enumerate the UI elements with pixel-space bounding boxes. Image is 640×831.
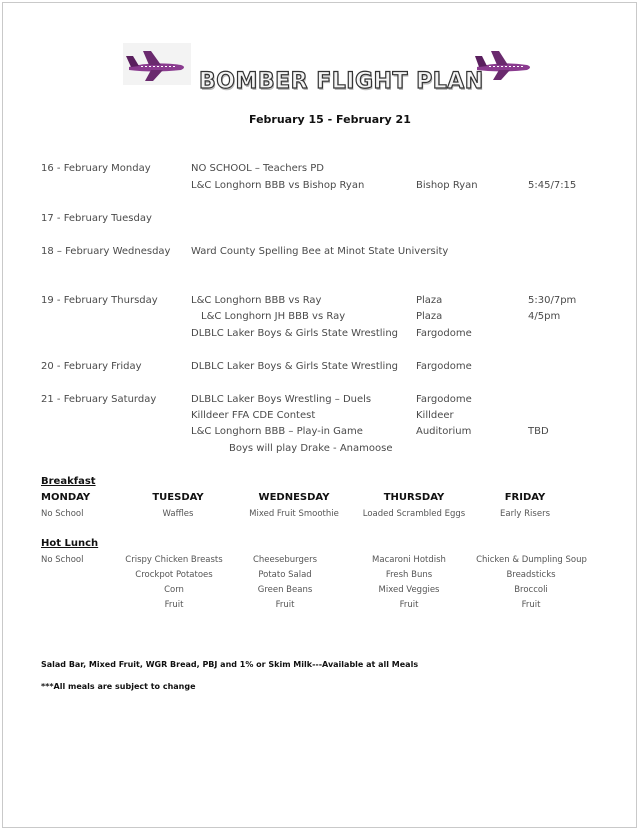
lunch-item: Cheeseburgers bbox=[252, 555, 318, 565]
airplane-left-icon bbox=[123, 43, 191, 85]
event-name: NO SCHOOL – Teachers PD bbox=[191, 163, 324, 174]
weekday-label: THURSDAY bbox=[383, 492, 445, 503]
event-place: Bishop Ryan bbox=[416, 180, 478, 191]
breakfast-item: Early Risers bbox=[499, 509, 551, 519]
schedule-day: 19 - February Thursday bbox=[41, 295, 158, 306]
lunch-item: Fruit bbox=[399, 600, 419, 610]
event-name: L&C Longhorn JH BBB vs Ray bbox=[201, 311, 346, 322]
weekday-label: MONDAY bbox=[41, 492, 91, 503]
breakfast-heading: Breakfast bbox=[41, 476, 96, 487]
lunch-heading: Hot Lunch bbox=[41, 538, 99, 549]
event-time: 4/5pm bbox=[528, 311, 561, 322]
lunch-item: Breadsticks bbox=[506, 570, 556, 580]
breakfast-item: Waffles bbox=[162, 509, 194, 519]
weekday-label: FRIDAY bbox=[504, 492, 546, 503]
event-name: Killdeer FFA CDE Contest bbox=[191, 410, 316, 421]
lunch-item: Green Beans bbox=[257, 585, 313, 595]
newsletter-page bbox=[2, 2, 637, 828]
lunch-item: No School bbox=[41, 555, 84, 565]
event-place: Plaza bbox=[416, 295, 443, 306]
lunch-item: Fruit bbox=[275, 600, 295, 610]
event-time: 5:45/7:15 bbox=[528, 180, 577, 191]
weekday-label: TUESDAY bbox=[152, 492, 204, 503]
event-place: Fargodome bbox=[416, 328, 472, 339]
schedule-day: 18 – February Wednesday bbox=[41, 246, 171, 257]
schedule-day: 16 - February Monday bbox=[41, 163, 151, 174]
event-name: L&C Longhorn BBB vs Ray bbox=[191, 295, 322, 306]
lunch-item: Broccoli bbox=[514, 585, 548, 595]
lunch-item: Mixed Veggies bbox=[378, 585, 440, 595]
event-name: L&C Longhorn BBB vs Bishop Ryan bbox=[191, 180, 365, 191]
event-place: Killdeer bbox=[416, 410, 454, 421]
event-name: L&C Longhorn BBB – Play-in Game bbox=[191, 426, 363, 437]
change-disclaimer: ***All meals are subject to change bbox=[41, 682, 196, 691]
event-place: Plaza bbox=[416, 311, 443, 322]
lunch-item: Potato Salad bbox=[258, 570, 312, 580]
event-place: Fargodome bbox=[416, 361, 472, 372]
event-time: 5:30/7pm bbox=[528, 295, 577, 306]
lunch-item: Fruit bbox=[164, 600, 184, 610]
lunch-item: Fresh Buns bbox=[385, 570, 433, 580]
breakfast-item: Loaded Scrambled Eggs bbox=[362, 509, 466, 519]
event-time: TBD bbox=[528, 426, 549, 437]
availability-note: Salad Bar, Mixed Fruit, WGR Bread, PBJ and 1% or Skim Milk---Available at all Meals bbox=[41, 660, 419, 669]
schedule-day: 21 - February Saturday bbox=[41, 394, 157, 405]
lunch-item: Crispy Chicken Breasts bbox=[125, 555, 223, 565]
breakfast-item: No School bbox=[41, 509, 84, 519]
schedule-day: 17 - February Tuesday bbox=[41, 213, 152, 224]
event-place: Auditorium bbox=[416, 426, 472, 437]
date-range: February 15 - February 21 bbox=[249, 113, 411, 126]
event-name: Ward County Spelling Bee at Minot State University bbox=[191, 246, 449, 257]
event-name: DLBLC Laker Boys & Girls State Wrestling bbox=[191, 361, 399, 372]
lunch-item: Macaroni Hotdish bbox=[372, 555, 446, 565]
lunch-item: Corn bbox=[164, 585, 184, 595]
breakfast-item: Mixed Fruit Smoothie bbox=[249, 509, 339, 519]
event-name: DLBLC Laker Boys & Girls State Wrestling bbox=[191, 328, 399, 339]
event-name: DLBLC Laker Boys Wrestling – Duels bbox=[191, 394, 372, 405]
page-title: BOMBER FLIGHT PLAN bbox=[199, 69, 484, 94]
lunch-item: Fruit bbox=[521, 600, 541, 610]
lunch-item: Chicken & Dumpling Soup bbox=[476, 555, 587, 565]
lunch-item: Crockpot Potatoes bbox=[135, 570, 213, 580]
event-note: Boys will play Drake - Anamoose bbox=[229, 443, 393, 454]
schedule-day: 20 - February Friday bbox=[41, 361, 142, 372]
event-place: Fargodome bbox=[416, 394, 472, 405]
weekday-label: WEDNESDAY bbox=[258, 492, 330, 503]
